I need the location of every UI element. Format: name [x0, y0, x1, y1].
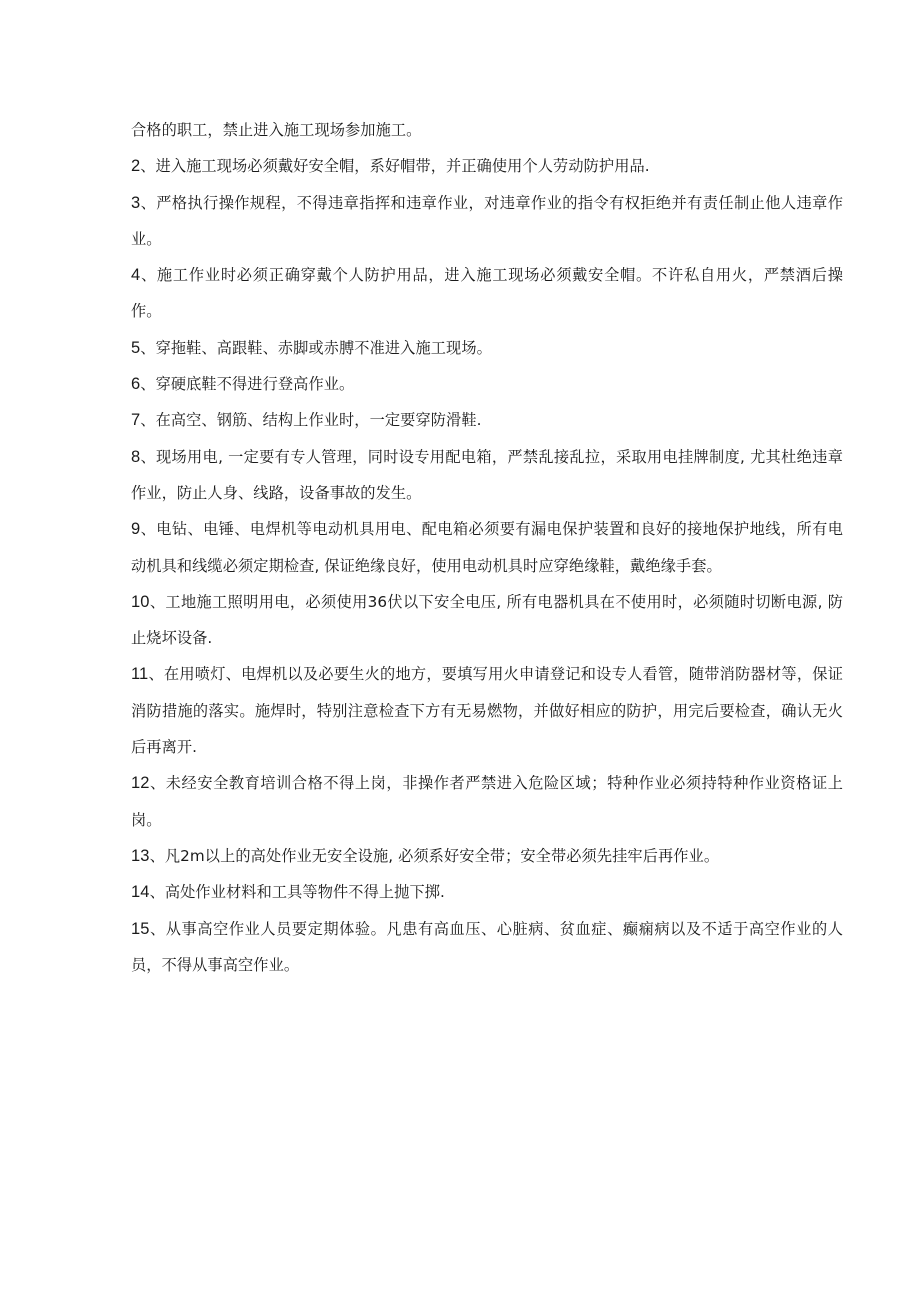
rule-item-7	[131, 402, 843, 438]
rule-item-15	[131, 911, 843, 984]
item-number: 2	[131, 157, 141, 176]
paragraph-text: 、在用喷灯、电焊机以及必要生火的地方，要填写用火申请登记和设专人看管，随带消防器材等，保证消防措施的落实。施焊时，特别注意检查下方有无易燃物，并做好相应的防护，用完后要检查，确认无火后再离开.	[131, 665, 843, 757]
paragraph-text: 、从事高空作业人员要定期体验。凡患有高血压、心脏病、贫血症、癫痫病以及不适于高空作业的人员，不得从事高空作业。	[131, 919, 843, 974]
item-number: 10	[131, 592, 150, 611]
rule-item-4	[131, 257, 843, 330]
paragraph-text: 、现场用电, 一定要有专人管理，同时设专用配电箱，严禁乱接乱拉，采取用电挂牌制度, 尤其杜绝违章作业，防止人身、线路，设备事故的发生。	[131, 447, 843, 502]
item-number: 15	[131, 919, 150, 938]
paragraph-text: 、进入施工现场必须戴好安全帽，系好帽带，并正确使用个人劳动防护用品.	[140, 157, 650, 176]
rule-item-14	[131, 874, 843, 910]
item-number: 4	[131, 266, 141, 285]
paragraph-text: 、工地施工照明用电，必须使用36伏以下安全电压, 所有电器机具在不使用时，必须随时切断电源, 防止烧坏设备.	[131, 592, 843, 648]
paragraph-text: 、未经安全教育培训合格不得上岗，非操作者严禁进入危险区域；特种作业必须持特种作业资格证上岗。	[131, 774, 843, 829]
item-number: 11	[131, 665, 149, 684]
paragraph-text: 、严格执行操作规程，不得违章指挥和违章作业，对违章作业的指令有权拒绝并有责任制止他人违章作业。	[131, 193, 843, 248]
document-body	[131, 112, 843, 983]
item-number: 13	[131, 846, 150, 865]
rule-item-6	[131, 366, 843, 402]
paragraph-text: 、电钻、电锤、电焊机等电动机具用电、配电箱必须要有漏电保护装置和良好的接地保护地线，所有电动机具和线缆必须定期检查, 保证绝缘良好，使用电动机具时应穿绝缘鞋，戴绝缘手套。	[131, 520, 843, 575]
paragraph-text: 、凡2m以上的高处作业无安全设施, 必须系好安全带；安全带必须先挂牢后再作业。	[149, 846, 720, 865]
rule-item-12	[131, 765, 843, 838]
rule-item-3	[131, 185, 843, 258]
rule-item-2	[131, 148, 843, 184]
paragraph-continuation	[131, 112, 843, 148]
rule-item-8	[131, 439, 843, 512]
rule-item-5	[131, 330, 843, 366]
rule-item-10	[131, 584, 843, 657]
paragraph-text: 、在高空、钢筋、结构上作业时，一定要穿防滑鞋.	[140, 411, 482, 430]
item-number: 7	[131, 411, 141, 430]
paragraph-text: 合格的职工，禁止进入施工现场参加施工。	[131, 121, 422, 139]
item-number: 14	[131, 883, 150, 902]
item-number: 5	[131, 338, 141, 357]
item-number: 6	[131, 375, 141, 394]
rule-item-11	[131, 656, 843, 765]
paragraph-text: 、高处作业材料和工具等物件不得上抛下掷.	[149, 883, 445, 902]
item-number: 9	[131, 520, 141, 539]
item-number: 3	[131, 193, 141, 212]
item-number: 8	[131, 447, 141, 466]
paragraph-text: 、施工作业时必须正确穿戴个人防护用品，进入施工现场必须戴安全帽。不许私自用火，严禁酒后操作。	[131, 266, 843, 321]
item-number: 12	[131, 774, 150, 793]
paragraph-text: 、穿拖鞋、高跟鞋、赤脚或赤膊不准进入施工现场。	[140, 338, 492, 357]
paragraph-text: 、穿硬底鞋不得进行登高作业。	[140, 375, 355, 394]
rule-item-9	[131, 511, 843, 584]
rule-item-13	[131, 838, 843, 874]
